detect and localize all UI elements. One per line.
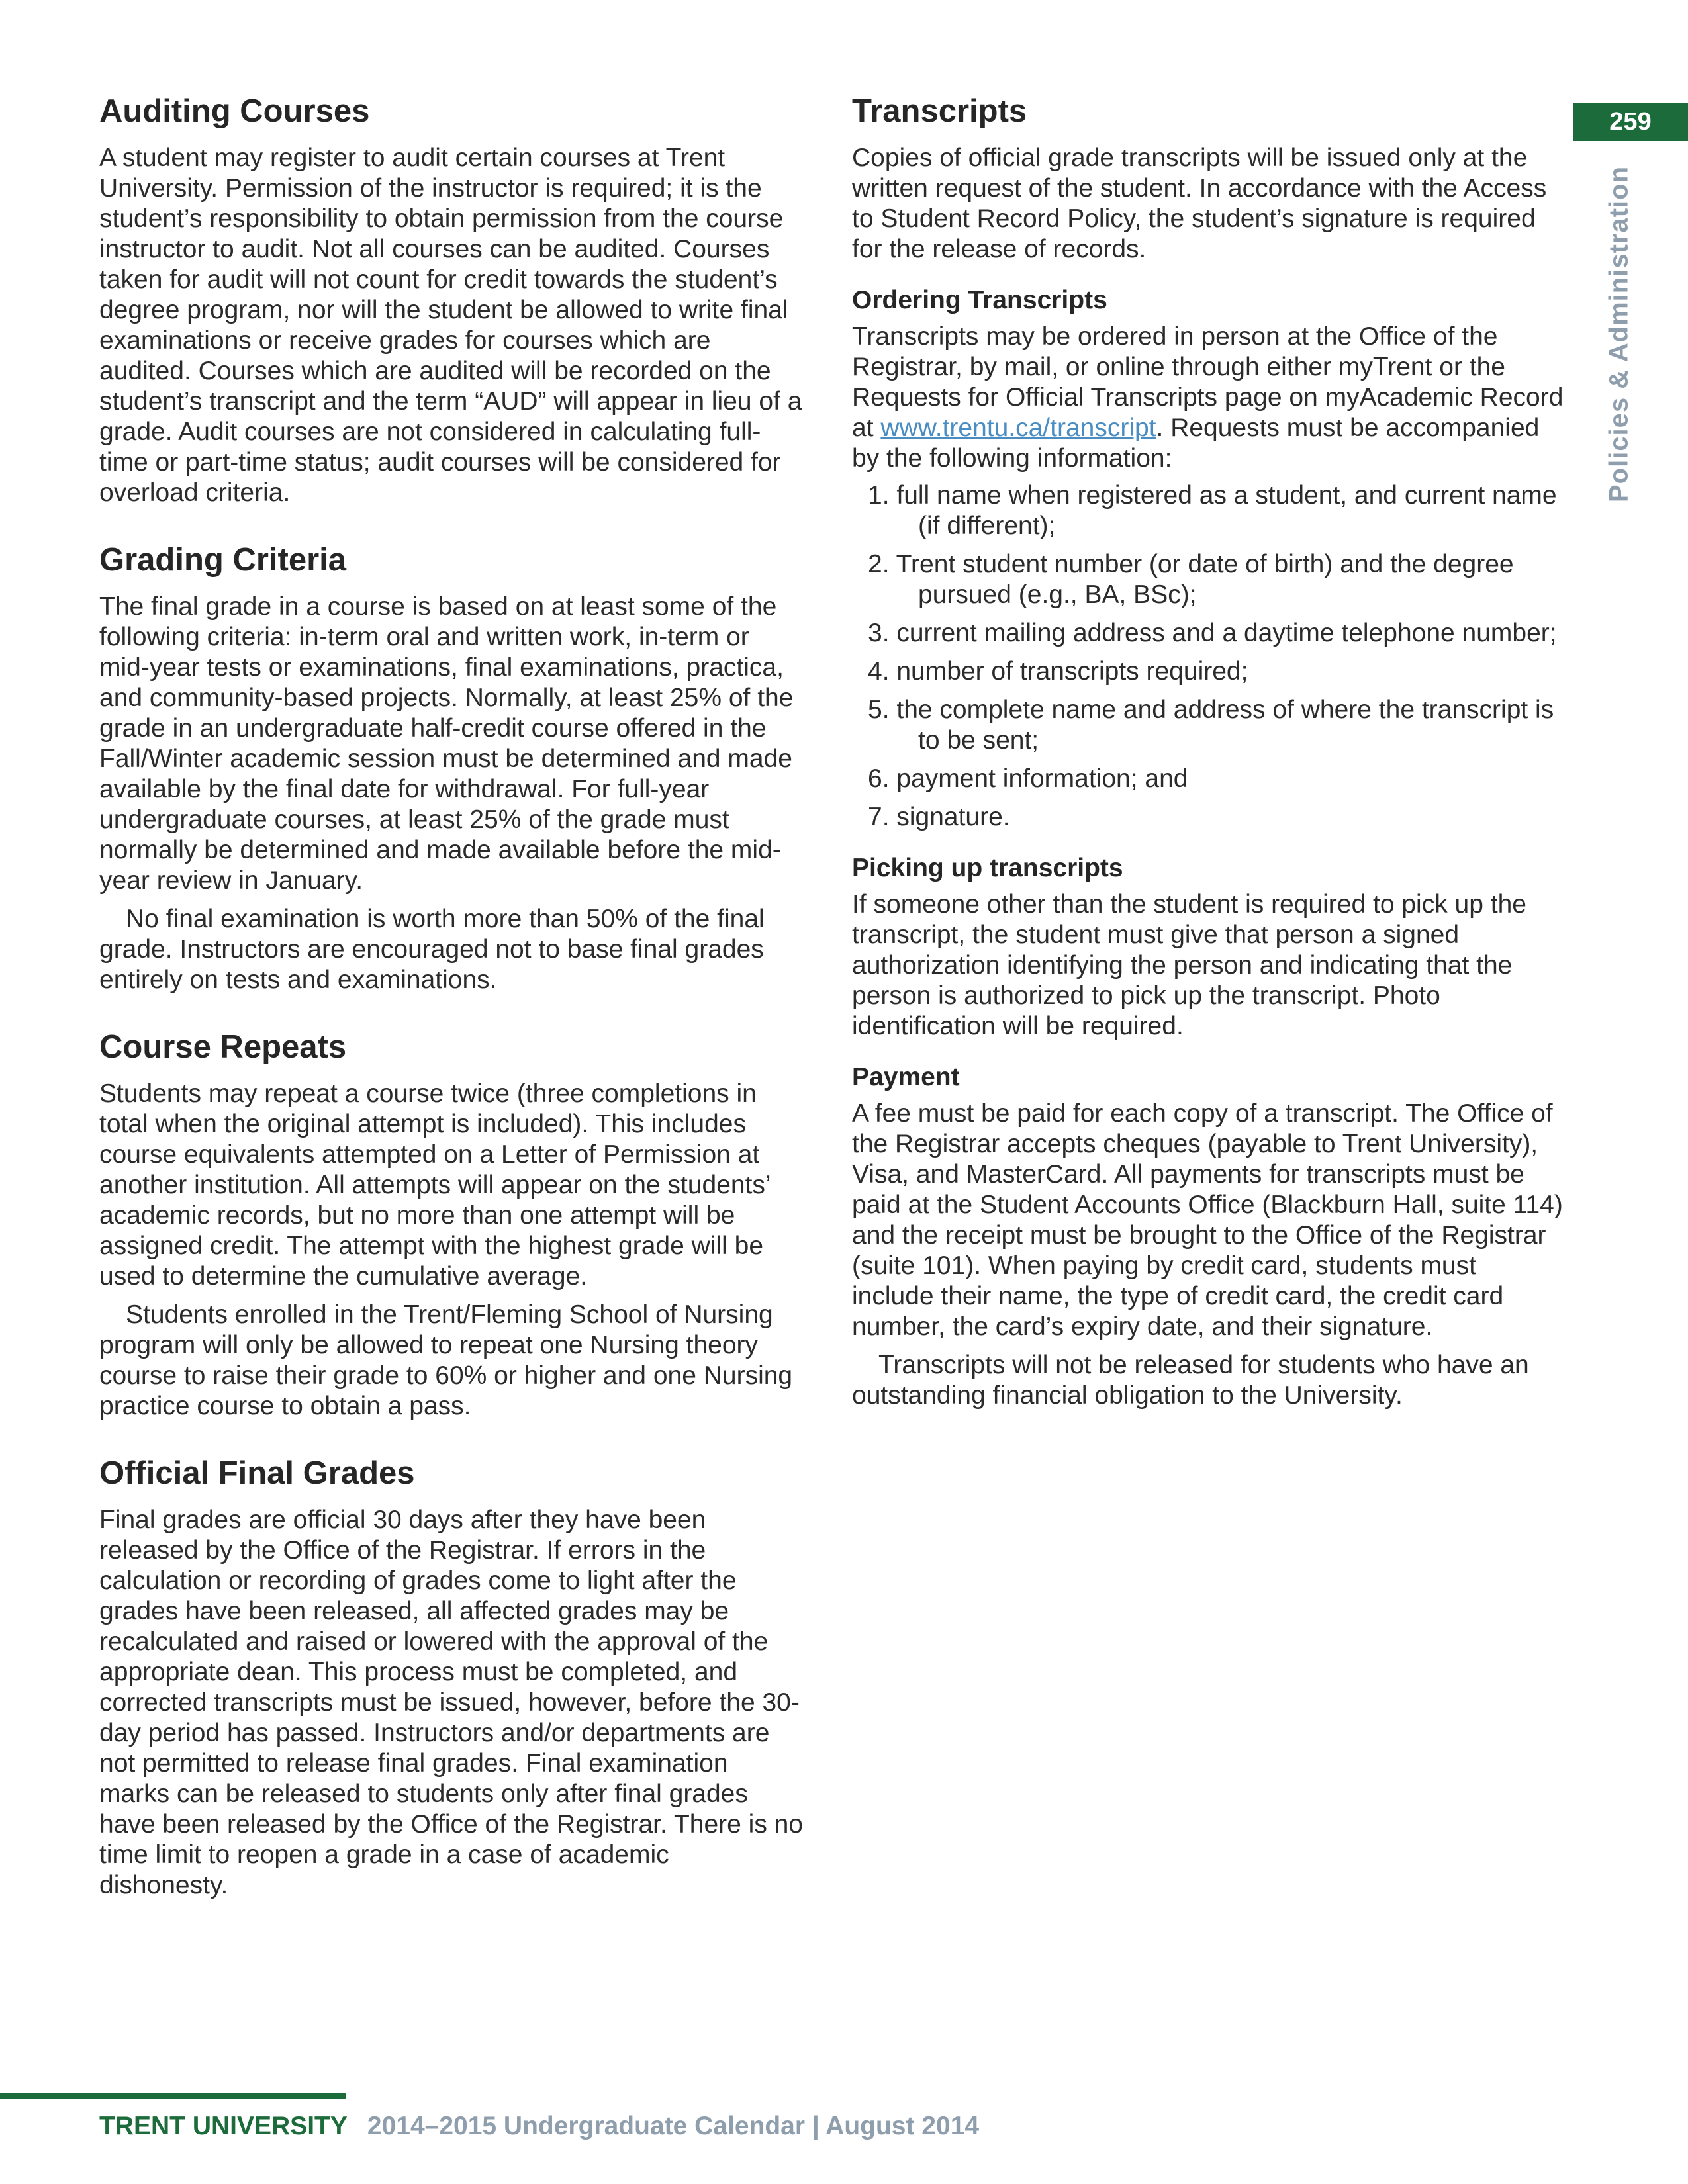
ordering-transcripts-heading: Ordering Transcripts xyxy=(852,286,1107,314)
ordering-transcripts-paragraph xyxy=(852,322,1564,474)
picking-up-transcripts-paragraph: If someone other than the student is required to pick up the transcript, the student must give that person a signed authorization identifying the person and indicating that the person is authorized to pick up the transcript. Photo identification will be required. xyxy=(852,890,1526,1040)
page-number: 259 xyxy=(1573,103,1688,141)
grading-criteria-paragraph-1: The final grade in a course is based on at least some of the following criteria: in-term oral and written work, in-term or mid-year tests or examinations, final examinations, practica, and community-based projects. Normally, at least 25% of the grade in an undergraduate half-credit course offered in the Fall/Winter academic session must be determined and made available by the final date for withdrawal. For full-year undergraduate courses, at least 25% of the grade must normally be determined and made available before the mid-year review in January. xyxy=(99,592,794,895)
auditing-courses-heading: Auditing Courses xyxy=(99,93,370,129)
required-information-list xyxy=(852,480,1564,833)
list-item: 4. number of transcripts required; xyxy=(868,657,1248,686)
list-item: 5. the complete name and address of where the transcript is to be sent; xyxy=(868,696,1554,754)
footer-rule xyxy=(0,2093,346,2099)
transcripts-section xyxy=(852,91,1564,1411)
ordering-text-after-link: . Requests must be accompanied by the following information: xyxy=(852,414,1540,473)
transcripts-paragraph: Copies of official grade transcripts will be issued only at the written request of the student. In accordance with the Access to Student Record Policy, the student’s signature is required for the release of records. xyxy=(852,144,1547,263)
transcript-request-link[interactable]: www.trentu.ca/transcript xyxy=(880,414,1156,442)
course-repeats-section xyxy=(99,1027,804,1422)
left-column xyxy=(99,91,804,1901)
course-repeats-paragraph-1: Students may repeat a course twice (three completions in total when the original attempt is included). This includes course equivalents attempted on a Letter of Permission at another institution. All attempts will appear on the students’ academic records, but no more than one attempt will be assigned credit. The attempt with the highest grade will be used to determine the cumulative average. xyxy=(99,1079,771,1291)
list-item: 7. signature. xyxy=(868,803,1010,831)
picking-up-transcripts-heading: Picking up transcripts xyxy=(852,854,1123,882)
list-item: 2. Trent student number (or date of birth) and the degree pursued (e.g., BA, BSc); xyxy=(868,550,1514,609)
ordering-text-before-link: Transcripts may be ordered in person at the Office of the Registrar, by mail, or online through either myTrent or the Requests for Official Transcripts page on myAcademic Record at xyxy=(852,322,1564,442)
payment-paragraph-1: A fee must be paid for each copy of a transcript. The Office of the Registrar accepts cheques (payable to Trent University), Visa, and MasterCard. All payments for transcripts must be paid at the Student Accounts Office (Blackburn Hall, suite 114) and the receipt must be brought to the Office of the Registrar (suite 101). When paying by credit card, students must include their name, the type of credit card, the credit card number, the card’s expiry date, and their signature. xyxy=(852,1099,1563,1341)
footer-university-name: TRENT UNIVERSITY xyxy=(99,2112,348,2140)
grading-criteria-section xyxy=(99,540,804,995)
right-column xyxy=(852,91,1564,1411)
course-repeats-heading: Course Repeats xyxy=(99,1029,347,1065)
official-final-grades-heading: Official Final Grades xyxy=(99,1455,415,1491)
list-item: 1. full name when registered as a student, and current name (if different); xyxy=(868,481,1557,540)
official-final-grades-section xyxy=(99,1453,804,1901)
auditing-courses-paragraph: A student may register to audit certain courses at Trent University. Permission of the instructor is required; it is the student’s responsibility to obtain permission from the course instructor to audit. Not all courses can be audited. Courses taken for audit will not count for credit towards the student’s degree program, nor will the student be allowed to write final examinations or receive grades for courses which are audited. Courses which are audited will be recorded on the student’s transcript and the term “AUD” will appear in lieu of a grade. Audit courses are not considered in calculating full-time or part-time status; audit courses will be considered for overload criteria. xyxy=(99,144,802,507)
section-side-tab-label: Policies & Administration xyxy=(1604,165,1634,503)
auditing-courses-section xyxy=(99,91,804,508)
transcripts-heading: Transcripts xyxy=(852,93,1027,129)
payment-heading: Payment xyxy=(852,1063,960,1091)
list-item: 3. current mailing address and a daytime telephone number; xyxy=(868,619,1557,647)
section-side-tab xyxy=(1586,165,1652,503)
official-final-grades-paragraph: Final grades are official 30 days after they have been released by the Office of the Registrar. If errors in the calculation or recording of grades come to light after the grades have been released, all affected grades may be recalculated and raised or lowered with the approval of the appropriate dean. This process must be completed, and corrected transcripts must be issued, however, before the 30-day period has passed. Instructors and/or departments are not permitted to release final grades. Final examination marks can be released to students only after final grades have been released by the Office of the Registrar. There is no time limit to reopen a grade in a case of academic dishonesty. xyxy=(99,1506,804,1899)
list-item: 6. payment information; and xyxy=(868,764,1188,793)
grading-criteria-paragraph-2: No final examination is worth more than 50% of the final grade. Instructors are encouraged not to base final grades entirely on tests and examinations. xyxy=(99,905,765,994)
grading-criteria-heading: Grading Criteria xyxy=(99,542,347,578)
page-footer xyxy=(99,2110,979,2143)
course-repeats-paragraph-2: Students enrolled in the Trent/Fleming School of Nursing program will only be allowed to repeat one Nursing theory course to raise their grade to 60% or higher and one Nursing practice course to obtain a pass. xyxy=(99,1300,793,1420)
payment-paragraph-2: Transcripts will not be released for students who have an outstanding financial obligation to the University. xyxy=(852,1351,1529,1410)
footer-calendar-title: 2014–2015 Undergraduate Calendar | August 2014 xyxy=(367,2112,980,2140)
